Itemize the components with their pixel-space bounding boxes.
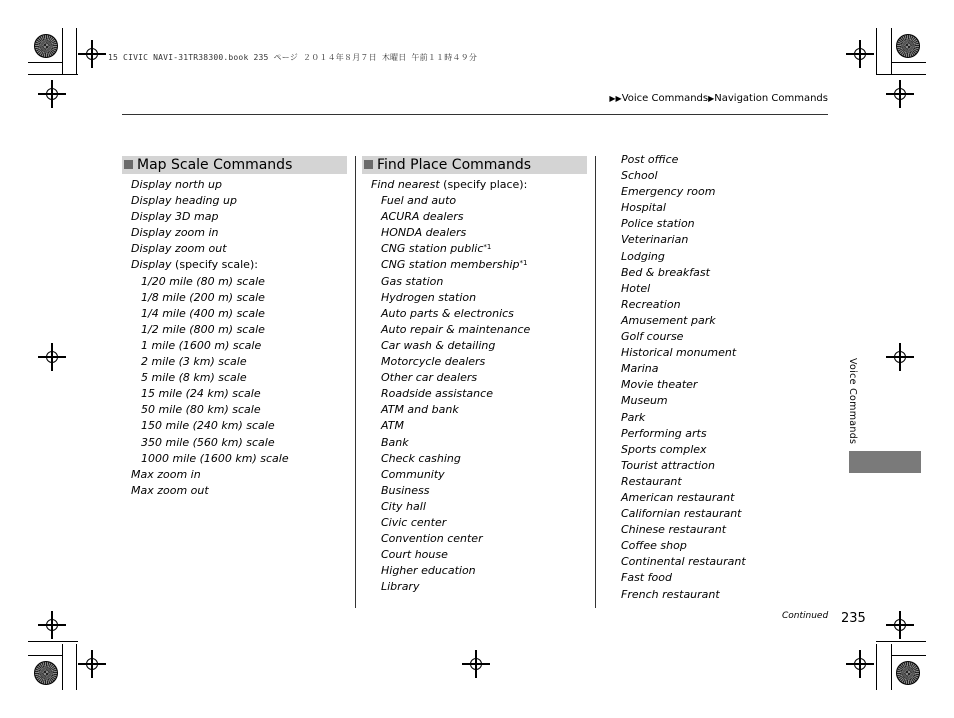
- list-item-text: Display zoom in: [131, 226, 219, 240]
- list-item-text: Park: [621, 410, 646, 424]
- list-item-text: Police station: [621, 217, 695, 231]
- list-item: [621, 232, 746, 248]
- list-item: [621, 200, 746, 216]
- list-item-text: Display north up: [131, 178, 223, 191]
- list-item-text: Sports complex: [621, 442, 707, 456]
- list-item-text: Library: [381, 580, 420, 594]
- list-item: [621, 281, 746, 297]
- list-item-text: Bed & breakfast: [621, 265, 710, 279]
- registration-mark-icon: [38, 343, 66, 371]
- list-item-text: 1 mile (1600 m) scale: [141, 338, 262, 352]
- registration-mark-icon: [846, 650, 874, 678]
- list-item: [131, 274, 289, 290]
- map-scale-heading: [122, 156, 347, 174]
- list-item: [621, 474, 746, 490]
- list-item: [371, 209, 530, 225]
- list-item: [621, 361, 746, 377]
- find-place-list: [371, 177, 530, 595]
- list-item-note: (specify scale):: [171, 258, 258, 272]
- breadcrumb-navigation-commands[interactable]: Navigation Commands: [714, 93, 828, 104]
- list-item: [131, 483, 289, 499]
- list-item: [621, 168, 746, 184]
- list-item-text: 1000 mile (1600 km) scale: [141, 451, 289, 465]
- list-item: [371, 547, 530, 563]
- list-item: [371, 338, 530, 354]
- crop-mark: [28, 74, 78, 75]
- list-item: [371, 386, 530, 402]
- list-item-text: Restaurant: [621, 474, 682, 488]
- find-place-heading-text: Find Place Commands: [377, 157, 532, 173]
- list-item-text: 350 mile (560 km) scale: [141, 435, 275, 449]
- list-item-text: HONDA dealers: [381, 226, 467, 240]
- crop-mark: [891, 28, 892, 74]
- registration-mark-icon: [886, 343, 914, 371]
- list-item: [621, 313, 746, 329]
- registration-mark-icon: [886, 80, 914, 108]
- list-item: [371, 515, 530, 531]
- list-item-text: 2 mile (3 km) scale: [141, 355, 247, 369]
- continued-label: Continued: [782, 611, 829, 621]
- list-item-text: 5 mile (8 km) scale: [141, 371, 247, 385]
- registration-mark-icon: [462, 650, 490, 678]
- color-rosette-icon: [34, 661, 58, 685]
- list-item-text: Recreation: [621, 297, 681, 311]
- list-item: [371, 193, 530, 209]
- list-item: [371, 177, 530, 193]
- list-item-text: Roadside assistance: [381, 387, 493, 401]
- list-item-text: Historical monument: [621, 346, 737, 360]
- list-item: [621, 442, 746, 458]
- list-item: [621, 297, 746, 313]
- list-item: [621, 377, 746, 393]
- list-item-text: CNG station membership: [381, 258, 520, 272]
- list-item-text: Performing arts: [621, 426, 707, 440]
- list-item-text: Display heading up: [131, 194, 237, 208]
- list-item: [131, 402, 289, 418]
- list-item: [131, 370, 289, 386]
- list-item-text: Max zoom out: [131, 483, 209, 497]
- side-tab-label: Voice Commands: [847, 358, 858, 445]
- list-item-text: Amusement park: [621, 313, 716, 327]
- list-item: [131, 257, 289, 273]
- list-item: [621, 152, 746, 168]
- list-item-text: French restaurant: [621, 587, 720, 601]
- list-item-text: Higher education: [381, 564, 476, 578]
- crop-mark: [876, 74, 926, 75]
- list-item: [371, 499, 530, 515]
- list-item: [131, 451, 289, 467]
- column-divider: [355, 156, 356, 608]
- crop-mark: [62, 644, 63, 690]
- find-place-heading: [362, 156, 587, 174]
- list-item-text: ATM and bank: [381, 403, 459, 417]
- list-item-text: 1/8 mile (200 m) scale: [141, 290, 265, 304]
- list-item: [131, 290, 289, 306]
- list-item: [371, 241, 530, 257]
- list-item: [621, 410, 746, 426]
- list-item: [371, 563, 530, 579]
- list-item-text: Display 3D map: [131, 210, 219, 224]
- side-tab[interactable]: [849, 451, 921, 473]
- list-item: [621, 522, 746, 538]
- page-number: 235: [841, 611, 866, 626]
- section-marker-icon: [364, 160, 373, 169]
- list-item-text: Coffee shop: [621, 539, 687, 553]
- crop-mark: [891, 644, 892, 690]
- crop-mark: [76, 644, 77, 690]
- list-item: [371, 257, 530, 273]
- place-category-list: [621, 152, 746, 603]
- print-info-line: 15 CIVIC NAVI-31TR38300.book 235 ページ ２０１４年８月７日 木曜日 午前１１時４９分: [108, 53, 478, 62]
- list-item: [371, 274, 530, 290]
- list-item-text: School: [621, 169, 658, 183]
- list-item-text: Display zoom out: [131, 242, 227, 256]
- list-item: [131, 418, 289, 434]
- list-item: [621, 184, 746, 200]
- list-item-text: 150 mile (240 km) scale: [141, 419, 275, 433]
- list-item-text: Museum: [621, 394, 668, 408]
- list-item: [131, 338, 289, 354]
- list-item-text: Fast food: [621, 571, 672, 585]
- list-item-text: 1/20 mile (80 m) scale: [141, 274, 265, 288]
- list-item: [371, 579, 530, 595]
- list-item: [371, 531, 530, 547]
- breadcrumb-voice-commands[interactable]: Voice Commands: [621, 93, 709, 104]
- list-item: [621, 216, 746, 232]
- registration-mark-icon: [38, 80, 66, 108]
- list-item-text: Convention center: [381, 532, 483, 546]
- list-item-text: Fuel and auto: [381, 194, 457, 208]
- crop-mark: [28, 62, 62, 63]
- list-item: [131, 386, 289, 402]
- list-item-text: Veterinarian: [621, 233, 689, 247]
- list-item: [371, 467, 530, 483]
- list-item: [371, 451, 530, 467]
- registration-mark-icon: [886, 611, 914, 639]
- list-item: [131, 354, 289, 370]
- list-item: [621, 554, 746, 570]
- list-item-text: 1/2 mile (800 m) scale: [141, 322, 265, 336]
- list-item: [621, 570, 746, 586]
- list-item-text: Golf course: [621, 330, 684, 344]
- map-scale-list: [131, 177, 289, 499]
- list-item-text: Motorcycle dealers: [381, 355, 486, 369]
- list-item-text: Max zoom in: [131, 467, 201, 481]
- crop-mark: [876, 28, 877, 74]
- registration-mark-icon: [78, 40, 106, 68]
- crop-mark: [891, 62, 926, 63]
- list-item: [621, 249, 746, 265]
- list-item-text: Gas station: [381, 274, 444, 288]
- list-item-text: Bank: [381, 435, 409, 449]
- double-arrow-icon: ▶▶: [609, 94, 622, 103]
- list-item: [371, 370, 530, 386]
- crop-mark: [28, 641, 78, 642]
- list-item-text: Post office: [621, 153, 679, 166]
- crop-mark: [891, 655, 926, 656]
- registration-mark-icon: [38, 611, 66, 639]
- list-item-text: Display: [131, 258, 172, 272]
- list-item: [371, 402, 530, 418]
- list-item-text: Court house: [381, 548, 448, 562]
- header-rule: [122, 114, 828, 115]
- list-item: [131, 435, 289, 451]
- list-item-text: ATM: [381, 419, 404, 433]
- list-item: [621, 345, 746, 361]
- list-item-text: Check cashing: [381, 451, 461, 465]
- list-item: [621, 393, 746, 409]
- color-rosette-icon: [34, 34, 58, 58]
- crop-mark: [28, 655, 62, 656]
- list-item-text: ACURA dealers: [381, 210, 464, 224]
- list-item: [371, 322, 530, 338]
- list-item-text: 15 mile (24 km) scale: [141, 387, 261, 401]
- crop-mark: [876, 644, 877, 690]
- list-item-text: Hotel: [621, 281, 651, 295]
- breadcrumb: [609, 93, 828, 104]
- registration-mark-icon: [78, 650, 106, 678]
- footnote-marker: *1: [519, 259, 528, 268]
- list-item-text: Continental restaurant: [621, 555, 746, 569]
- list-item-note: (specify place):: [439, 178, 528, 191]
- list-item-text: Auto repair & maintenance: [381, 322, 531, 336]
- list-item: [621, 587, 746, 603]
- list-item-text: Business: [381, 483, 430, 497]
- list-item: [131, 241, 289, 257]
- section-marker-icon: [124, 160, 133, 169]
- list-item-text: Chinese restaurant: [621, 523, 727, 537]
- list-item-text: City hall: [381, 499, 426, 513]
- list-item-text: 50 mile (80 km) scale: [141, 403, 261, 417]
- list-item-text: Marina: [621, 362, 659, 376]
- list-item-text: Find nearest: [371, 178, 440, 191]
- list-item-text: 1/4 mile (400 m) scale: [141, 306, 265, 320]
- list-item-text: Californian restaurant: [621, 507, 742, 521]
- crop-mark: [76, 28, 77, 74]
- color-rosette-icon: [896, 34, 920, 58]
- list-item-text: Emergency room: [621, 185, 716, 199]
- arrow-icon: ▶: [708, 94, 715, 103]
- list-item-text: Auto parts & electronics: [381, 306, 514, 320]
- list-item: [131, 177, 289, 193]
- list-item: [621, 329, 746, 345]
- footnote-marker: *1: [483, 243, 492, 252]
- list-item-text: Other car dealers: [381, 371, 478, 385]
- map-scale-heading-text: Map Scale Commands: [137, 157, 293, 173]
- list-item: [371, 418, 530, 434]
- list-item: [131, 306, 289, 322]
- list-item: [131, 467, 289, 483]
- crop-mark: [62, 28, 63, 74]
- list-item-text: Movie theater: [621, 378, 698, 392]
- list-item: [621, 426, 746, 442]
- list-item-text: Hospital: [621, 201, 666, 215]
- list-item-text: Car wash & detailing: [381, 338, 496, 352]
- list-item: [621, 538, 746, 554]
- list-item: [371, 225, 530, 241]
- list-item: [621, 458, 746, 474]
- list-item-text: Tourist attraction: [621, 458, 715, 472]
- list-item-text: Community: [381, 467, 445, 481]
- list-item: [131, 225, 289, 241]
- list-item: [621, 490, 746, 506]
- crop-mark: [876, 641, 926, 642]
- color-rosette-icon: [896, 661, 920, 685]
- list-item-text: Civic center: [381, 515, 447, 529]
- list-item: [371, 306, 530, 322]
- list-item-text: Hydrogen station: [381, 290, 477, 304]
- list-item: [371, 483, 530, 499]
- registration-mark-icon: [846, 40, 874, 68]
- list-item-text: CNG station public: [381, 242, 484, 256]
- list-item: [371, 290, 530, 306]
- list-item: [131, 322, 289, 338]
- list-item-text: Lodging: [621, 249, 665, 263]
- column-divider: [595, 156, 596, 608]
- list-item: [371, 354, 530, 370]
- list-item: [621, 265, 746, 281]
- list-item-text: American restaurant: [621, 490, 735, 504]
- list-item: [131, 209, 289, 225]
- list-item: [131, 193, 289, 209]
- list-item: [371, 435, 530, 451]
- list-item: [621, 506, 746, 522]
